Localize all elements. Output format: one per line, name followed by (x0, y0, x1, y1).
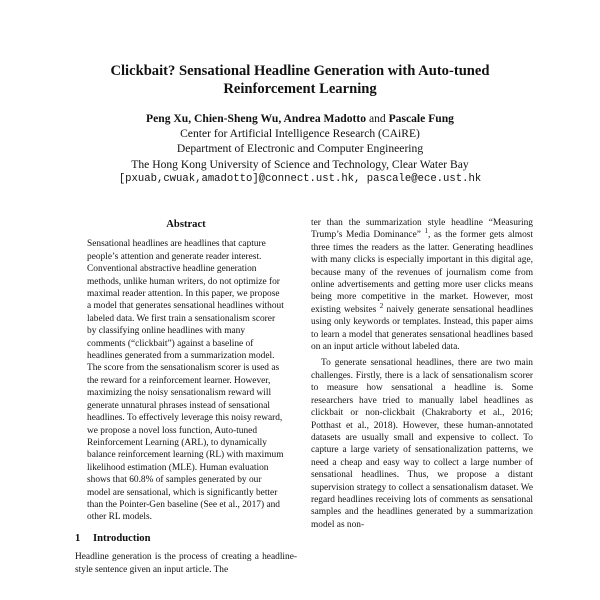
paragraph-part: naively generate sensational headlines using only keywords or templates. Instead, this paper aims to learn a model that generates sensational headlines based on an input article without labeled data. (311, 304, 534, 353)
university: The Hong Kong University of Science and Technology, Clear Water Bay (131, 157, 469, 171)
footnote-marker: 2 (379, 301, 384, 310)
right-paragraph-2: To generate sensational headlines, there are two main challenges. Firstly, there is a lack of sensationalism scorer to measure how sensational a headline is. Some researchers have tried to manually label headlines as clickbait or non-clickbait (Chakraborty et al., 2016; Potthast et al., 2018). However, these human-annotated datasets are usually small and expensive to collect. To capture a large variety of sensationalization patterns, we need a cheap and easy way to collect a large number of sensational headlines. Thus, we propose a distant supervision strategy to collect a sensationalism dataset. We regard headlines receiving lots of comments as sensational samples and the headlines generated by a summarization model as non- (311, 358, 533, 530)
section-number: 1 (75, 532, 81, 544)
footnote-marker: 1 (424, 227, 428, 236)
author-block (60, 111, 540, 187)
affiliation: Center for Artificial Intelligence Research (CAiRE) (180, 127, 420, 141)
author-last: Pascale Fung (388, 112, 454, 125)
left-column (75, 219, 297, 576)
abstract-section (75, 219, 297, 524)
author-emails: [pxuab,cwuak,amadotto]@connect.ust.hk, pascale@ece.ust.hk (118, 172, 482, 185)
right-paragraph-1 (311, 217, 533, 353)
right-column (311, 217, 533, 531)
introduction-heading (75, 533, 297, 545)
paragraph-part: ter than the summarization style headline “Measuring Trump’s Media Dominance” (311, 218, 533, 241)
section-title: Introduction (93, 532, 151, 544)
author-names (60, 111, 540, 126)
department: Department of Electronic and Computer Engineering (176, 142, 424, 156)
paper-title: Clickbait? Sensational Headline Generation with Auto-tuned Reinforcement Learning (110, 63, 490, 97)
author-and: and (368, 112, 386, 125)
abstract-text: Sensational headlines are headlines that capture people’s attention and generate reader interest. Conventional abstractive headline generation methods, unlike human writers, do not optimize for maximal reader attention. In this paper, we propose a model that generates sensational headlines without labeled data. We first train a sensationalism scorer by classifying online headlines with many comments (“clickbait”) against a baseline of headlines generated from a summarization model. The score from the sensationalism scorer is used as the reward for a reinforcement learner. However, maximizing the noisy sensationalism reward will generate unnatural phrases instead of sensational headlines. To effectively leverage this noisy reward, we propose a novel loss function, Auto-tuned Reinforcement Learning (ARL), to dynamically balance reinforcement learning (RL) with maximum likelihood estimation (MLE). Human evaluation shows that 60.8% of samples generated by our model are sensational, which is significantly better than the Pointer-Gen baseline (See et al., 2017) and other RL models. (87, 239, 284, 523)
paragraph-part: , as the former gets almost three times the readers as the latter. Generating headlines with many clicks is especially important in this digital age, because many of the revenues of journalism come from online advertisements and getting more user clicks means being more competitive in the market. However, most existing websites (311, 230, 534, 315)
introduction-paragraph: Headline generation is the process of creating a headline-style sentence given an input article. The (75, 552, 297, 575)
author-list: Peng Xu, Chien-Sheng Wu, Andrea Madotto (146, 112, 367, 125)
abstract-heading: Abstract (166, 219, 206, 230)
